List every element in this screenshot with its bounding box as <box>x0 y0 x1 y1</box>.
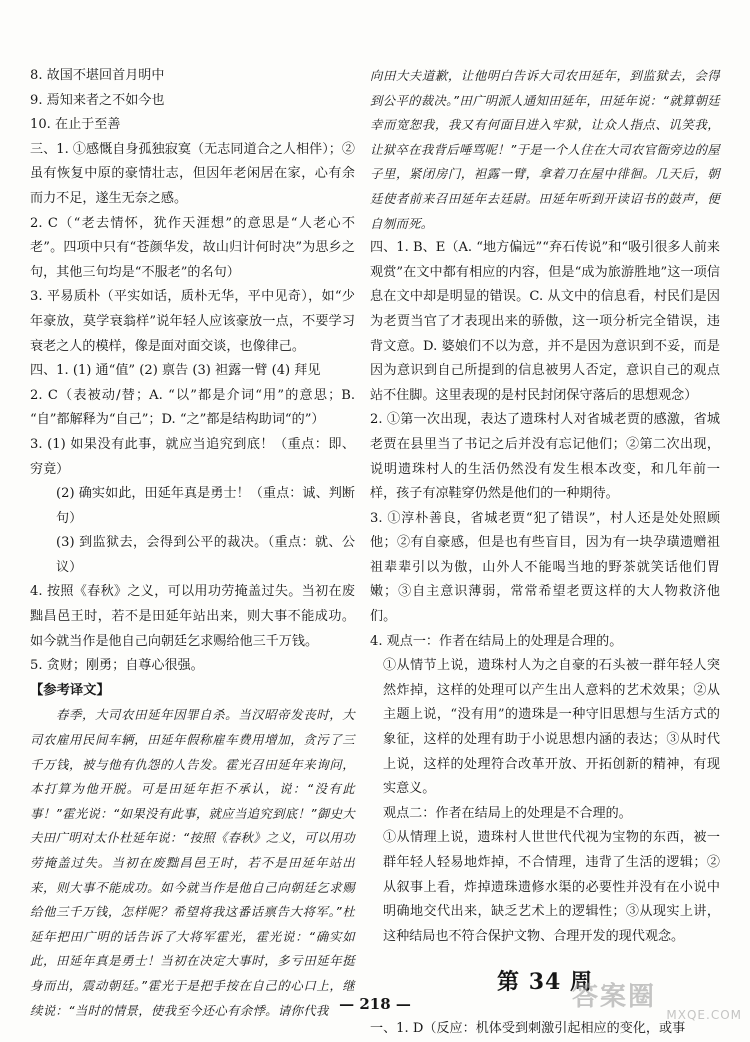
translation-continued: 向田大夫道歉，让他明白告诉大司农田延年，到监狱去，会得到公平的裁决。”田广明派人通知田延年，田延年说：“就算朝廷幸而宽恕我，我又有何面目进入牢狱，让众人指点、讥笑我，让狱卒在我背后唾骂呢！”于是一个人住在大司农官衙旁边的屋子里，紧闭房门，袒露一臂，拿着刀在屋中徘徊。几天后，朝廷使者前来召田延年去廷尉。田延年听到开读诏书的鼓声，便自刎而死。 <box>370 68 720 231</box>
section-4-q3-3: (3) 到监狱去，会得到公平的裁决。（重点：就、公议） <box>56 535 355 575</box>
answer-9: 9. 焉知来者之不如今也 <box>30 92 165 108</box>
reading-q2: 2. ①第一次出现，表达了遗珠村人对省城老贾的感激，省城老贾在县里当了书记之后并没有忘记他们；②第二次出现，说明遗珠村人的生活仍然没有发生根本改变，和几年前一样，孩子有凉鞋穿仍然是他们的一种期待。 <box>370 412 720 502</box>
right-column <box>370 64 720 1042</box>
reading-q4-view2: 观点二：作者在结局上的处理是不合理的。 <box>383 805 632 821</box>
section-4-q3-1: 3. (1) 如果没有此事，就应当追究到底！（重点：即、穷竟） <box>30 436 355 477</box>
left-column <box>30 64 355 1023</box>
answer-8: 8. 故国不堪回首月明中 <box>30 68 165 83</box>
section-3-q2: 2. C（“老去情怀，犹作天涯想”的意思是“人老心不老”。四项中只有“苍颜华发，故山归计何时决”为思乡之句，其他三句均是“不服老”的名句） <box>30 215 355 280</box>
section-4-reading-q1: 四、1. B、E（A. “地方偏远”“弃石传说”和“吸引很多人前来观赏”在文中都有相应的内容，但是“成为旅游胜地”这一项信息在文中却是明显的错误。C. 从文中的信息看，村民们是因为老贾当官了才表现出来的骄傲，这一项分析完全错误，违背文意。D. 婆娘们不以为意，并不是因为意识到不妥，而是因为意识到自己所提到的信息被男人否定，意识自己的观点站不住脚。这里表现的是村民封闭保守落后的思想观念） <box>370 240 720 403</box>
section-4-q3-2: (2) 确实如此，田延年真是勇士！（重点：诚、判断句） <box>56 486 355 526</box>
section-4-q4: 4. 按照《春秋》之义，可以用功劳掩盖过失。当初在废黜昌邑王时，若不是田延年站出来，则大事不能成功。如今就当作是他自己向朝廷乞求赐给他三千万钱。 <box>30 584 355 649</box>
reading-q4-view1: 4. 观点一：作者在结局上的处理是合理的。 <box>370 633 623 649</box>
watermark-text: 答案圈 <box>572 982 657 1012</box>
reading-q3: 3. ①淳朴善良，省城老贾“犯了错误”，村人还是处处照顾他；②有自豪感，但是也有些盲目，因为有一块孕璜遗赠祖祖辈辈引以为傲，山外人不能喝当地的野茶就笑话他们胃嫩；③自主意识薄弱，常常希望老贾这样的大人物救济他们。 <box>370 510 720 625</box>
section-4-q2: 2. C（表被动/替；A. “以”都是介词“用”的意思；B. “自”都解释为“自己”；D. “之”都是结构助词“的”） <box>30 387 355 428</box>
answer-10: 10. 在止于至善 <box>30 117 121 133</box>
section-3-q1: 三、1. ①感慨自身孤独寂寞（无志同道合之人相伴）；②虽有恢复中原的豪情壮志，但因年老闲居在家，心有余而力不足，遂生无奈之感。 <box>30 141 355 206</box>
section-3-q3: 3. 平易质朴（平实如话，质朴无华，平中见奇），如“少年豪放，莫学衰翁样”说年轻人应该豪放一点，不要学习衰老之人的模样，像是面对面交谈，也像律己。 <box>30 289 355 354</box>
reading-q4-view2-detail: ①从情理上说，遗珠村人世世代代视为宝物的东西，被一群年轻人轻易地炸掉，不合情理，违背了生活的逻辑；②从叙事上看，炸掉遗珠遗修水渠的必要性并没有在小说中明确地交代出来，缺乏艺术上的逻辑性；③从现实上讲，这种结局也不符合保护文物、合理开发的现代观念。 <box>383 830 720 944</box>
week-34-first-line: 一、1. D（反应：机体受到刺激引起相应的变化，或事 <box>370 1021 686 1037</box>
watermark-url: MXQE.COM <box>666 1008 742 1022</box>
watermark-logo <box>572 984 742 1024</box>
section-4-q5: 5. 贪财；刚勇；自尊心很强。 <box>30 658 204 674</box>
reference-translation-heading: 【参考译文】 <box>30 682 110 698</box>
translation-paragraph: 春季，大司农田延年因罪自杀。当汉昭帝发丧时，大司农雇用民间车辆，田延年假称雇车费用增加，贪污了三千万钱，被与他有仇怨的人告发。霍光召田延年来询问，本打算为他开脱。可是田延年拒不承认，说：“没有此事！”霍光说：“如果没有此事，就应当追究到底！”御史大夫田广明对太仆杜延年说：“按照《春秋》之义，可以用功劳掩盖过失。当初在废黜昌邑王时，若不是田延年站出来，则大事不能成功。如今就当作是他自己向朝廷乞求赐给他三千万钱，怎样呢？希望将我这番话禀告大将军。”杜延年把田广明的话告诉了大将军霍光，霍光说：“确实如此，田延年真是勇士！当初在决定大事时，多亏田延年挺身而出，震动朝廷。”霍光于是把手按在自己的心口上，继续说：“当时的情景，使我至今还心有余悸。请你代我 <box>30 707 355 1018</box>
page-number: — 218 — <box>339 995 411 1013</box>
reading-q4-view1-detail: ①从情节上说，遗珠村人为之自豪的石头被一群年轻人突然炸掉，这样的处理可以产生出人意料的艺术效果；②从主题上说，“没有用”的遗珠是一种守旧思想与生活方式的象征，这样的处理有助于小说思想内涵的表达；③从时代上说，这样的处理符合改革开放、开拓创新的精神，有现实意义。 <box>383 658 720 797</box>
section-4-q1: 四、1. (1) 通“值” (2) 禀告 (3) 袒露一臂 (4) 拜见 <box>30 363 321 379</box>
week-title: 第 34 周 <box>497 969 593 996</box>
